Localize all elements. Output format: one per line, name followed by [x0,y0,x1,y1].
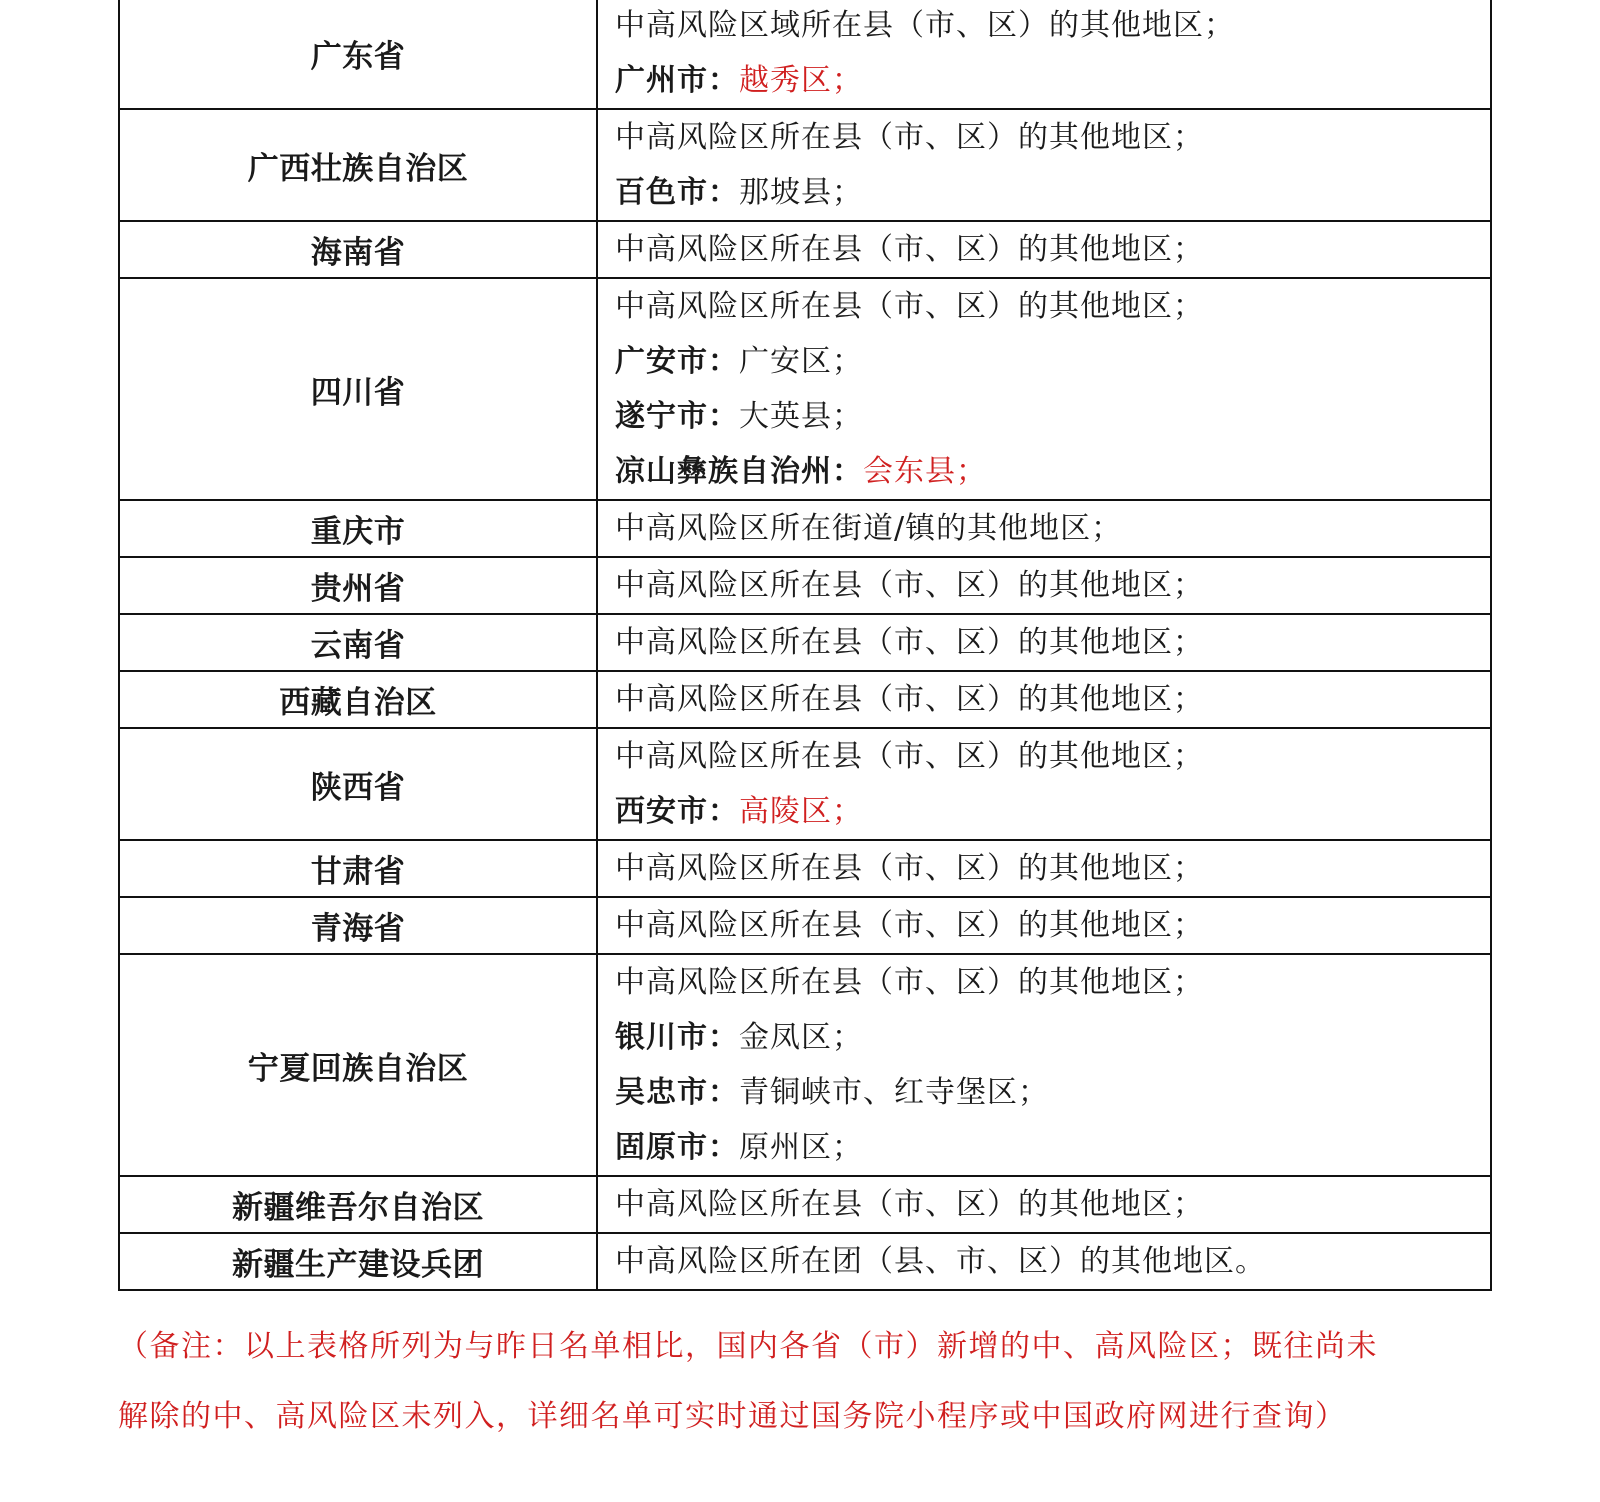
area-line [615,279,1490,334]
area-line [615,672,1490,727]
area-line [615,615,1490,670]
table-body [119,0,1491,1290]
area-line [615,165,1490,220]
province-cell: 广西壮族自治区 [119,109,597,221]
table-row [119,278,1491,500]
area-text: 中高风险区所在县（市、区）的其他地区； [615,120,1204,155]
area-text: 中高风险区所在县（市、区）的其他地区； [615,289,1204,324]
areas-cell [597,278,1491,500]
province-cell: 陕西省 [119,728,597,840]
city-label: 银川市： [615,1020,739,1055]
area-line [615,898,1490,953]
area-text: 中高风险区所在县（市、区）的其他地区； [615,908,1204,943]
table-row [119,0,1491,109]
areas-cell [597,557,1491,614]
area-line [615,1120,1490,1175]
areas-cell [597,897,1491,954]
area-text: 中高风险区所在街道/镇的其他地区； [615,511,1123,546]
area-line [615,1234,1490,1289]
area-line [615,389,1490,444]
table-row [119,557,1491,614]
province-cell: 新疆维吾尔自治区 [119,1176,597,1233]
province-cell: 青海省 [119,897,597,954]
footnote-line-2: 解除的中、高风险区未列入，详细名单可实时通过国务院小程序或中国政府网进行查询） [118,1399,1347,1434]
area-line [615,729,1490,784]
table-row [119,840,1491,897]
area-text: 中高风险区所在县（市、区）的其他地区； [615,851,1204,886]
areas-cell [597,0,1491,109]
table-row [119,954,1491,1176]
area-line [615,222,1490,277]
province-cell: 重庆市 [119,500,597,557]
area-text: 中高风险区所在团（县、市、区）的其他地区。 [615,1244,1266,1279]
area-text: 中高风险区所在县（市、区）的其他地区； [615,232,1204,267]
province-cell: 广东省 [119,0,597,109]
province-cell: 新疆生产建设兵团 [119,1233,597,1290]
area-line [615,53,1490,108]
area-text: 中高风险区所在县（市、区）的其他地区； [615,1187,1204,1222]
areas-cell [597,954,1491,1176]
table-row [119,671,1491,728]
table-row [119,614,1491,671]
area-line [615,444,1490,499]
city-label: 遂宁市： [615,399,739,434]
table-row [119,500,1491,557]
area-line [615,1065,1490,1120]
area-text: 原州区； [739,1130,863,1165]
city-label: 广安市： [615,344,739,379]
area-text: 广安区； [739,344,863,379]
area-line [615,1177,1490,1232]
areas-cell [597,614,1491,671]
area-text: 中高风险区域所在县（市、区）的其他地区； [615,8,1235,43]
risk-area-table [118,0,1492,1291]
area-line [615,558,1490,613]
table-row [119,728,1491,840]
area-line [615,0,1490,53]
area-line [615,110,1490,165]
table-row [119,1176,1491,1233]
province-cell: 西藏自治区 [119,671,597,728]
city-label: 凉山彝族自治州： [615,454,863,489]
area-text: 高陵区； [739,794,863,829]
areas-cell [597,671,1491,728]
table-row [119,221,1491,278]
area-text: 中高风险区所在县（市、区）的其他地区； [615,739,1204,774]
area-line [615,334,1490,389]
province-cell: 贵州省 [119,557,597,614]
table-row [119,109,1491,221]
areas-cell [597,728,1491,840]
areas-cell [597,1233,1491,1290]
area-text: 会东县； [863,454,987,489]
area-line [615,784,1490,839]
table-row [119,1233,1491,1290]
province-cell: 宁夏回族自治区 [119,954,597,1176]
area-text: 中高风险区所在县（市、区）的其他地区； [615,682,1204,717]
area-line [615,501,1490,556]
province-cell: 云南省 [119,614,597,671]
area-text: 中高风险区所在县（市、区）的其他地区； [615,568,1204,603]
footnote [118,1312,1498,1452]
area-line [615,1010,1490,1065]
table-row [119,897,1491,954]
areas-cell [597,1176,1491,1233]
areas-cell [597,109,1491,221]
area-text: 大英县； [739,399,863,434]
area-text: 中高风险区所在县（市、区）的其他地区； [615,965,1204,1000]
city-label: 百色市： [615,175,739,210]
areas-cell [597,840,1491,897]
city-label: 吴忠市： [615,1075,739,1110]
province-cell: 四川省 [119,278,597,500]
footnote-line-1: （备注：以上表格所列为与昨日名单相比，国内各省（市）新增的中、高风险区；既往尚未 [118,1329,1378,1364]
area-text: 越秀区； [739,63,863,98]
province-cell: 甘肃省 [119,840,597,897]
areas-cell [597,500,1491,557]
area-text: 青铜峡市、红寺堡区； [739,1075,1049,1110]
area-text: 金凤区； [739,1020,863,1055]
province-cell: 海南省 [119,221,597,278]
area-text: 那坡县； [739,175,863,210]
area-text: 中高风险区所在县（市、区）的其他地区； [615,625,1204,660]
area-line [615,955,1490,1010]
city-label: 西安市： [615,794,739,829]
city-label: 广州市： [615,63,739,98]
areas-cell [597,221,1491,278]
area-line [615,841,1490,896]
city-label: 固原市： [615,1130,739,1165]
